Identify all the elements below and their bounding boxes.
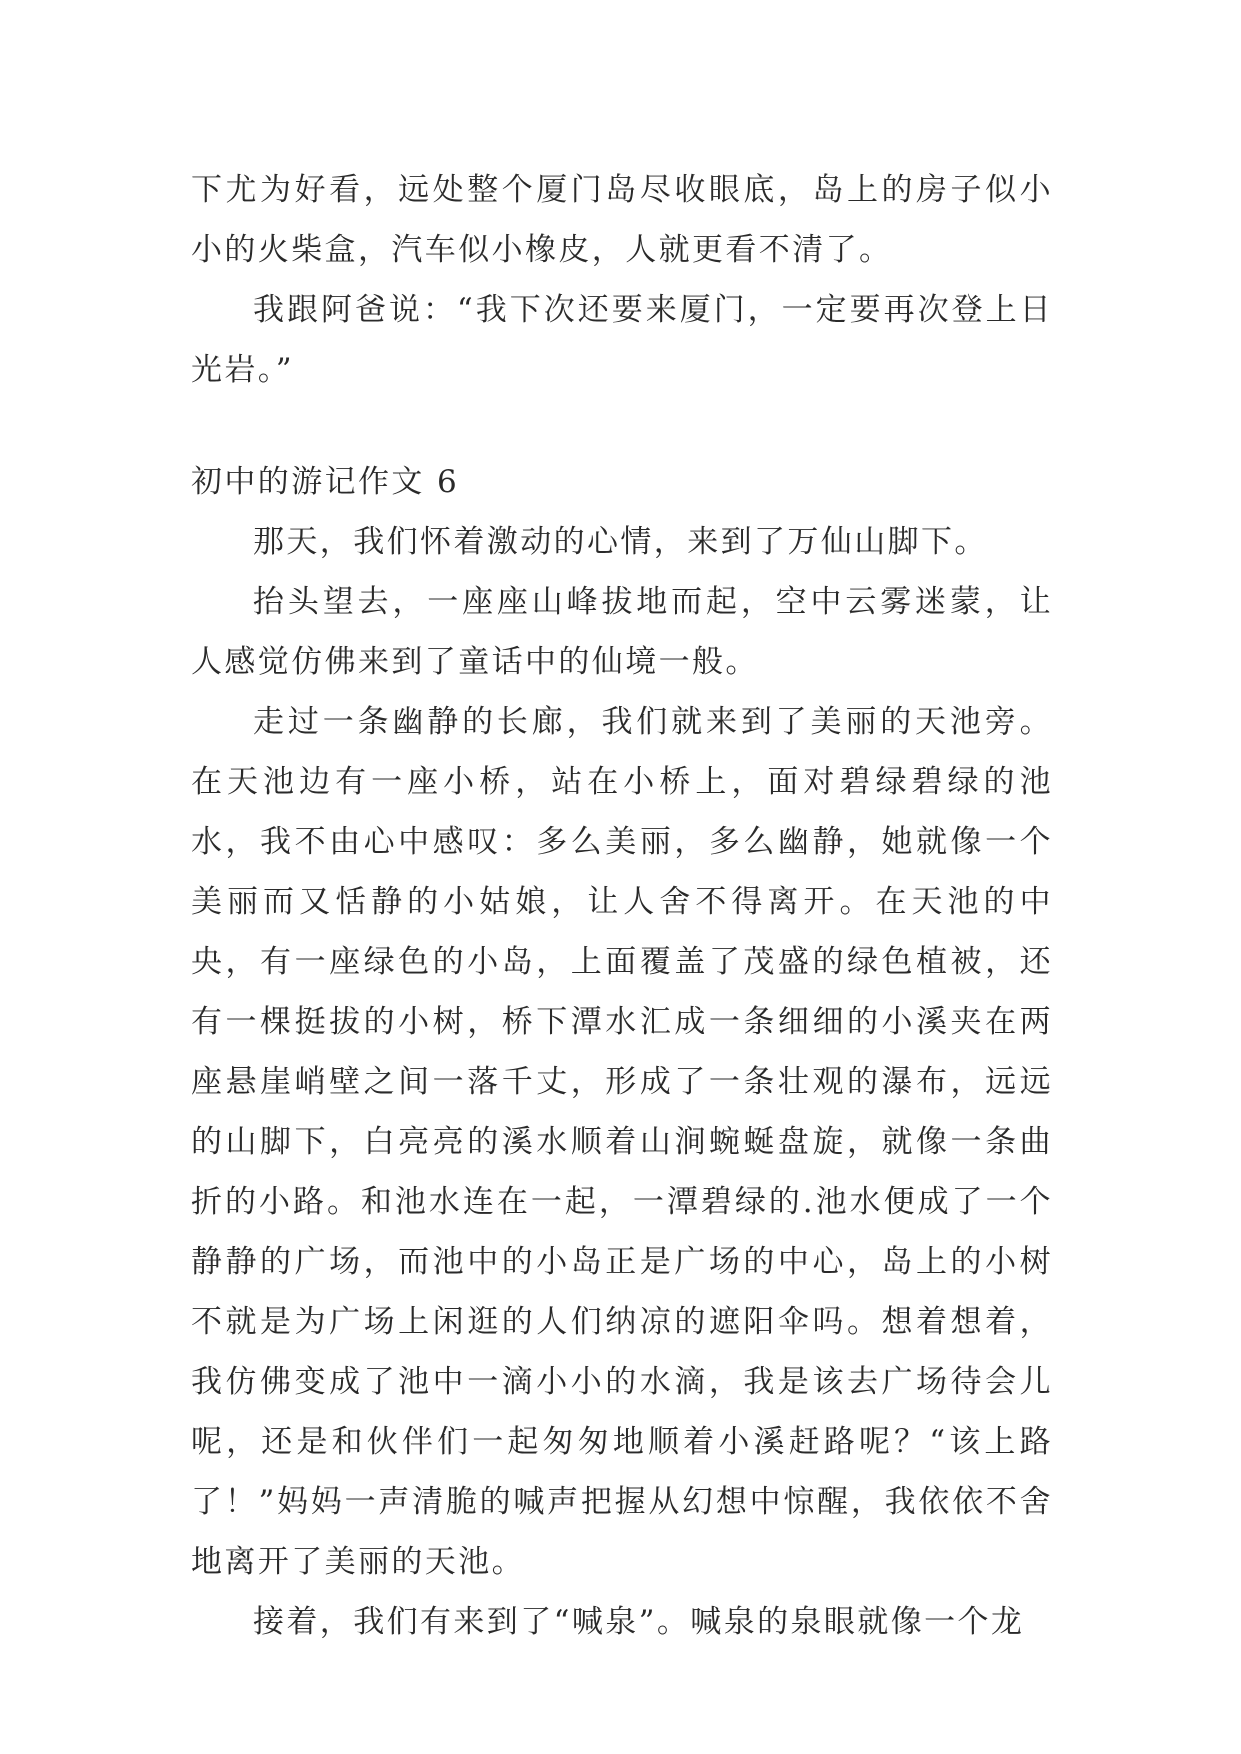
- paragraph: 接着，我们有来到了“喊泉”。喊泉的泉眼就像一个龙: [253, 1604, 1025, 1640]
- paragraph: 抬头望去，一座座山峰拔地而起，空中云雾迷蒙，让人感觉仿佛来到了童话中的仙境一般。: [191, 584, 1053, 680]
- text-block-top: [191, 160, 1053, 400]
- paragraph: 我跟阿爸说：“我下次还要来厦门，一定要再次登上日光岩。”: [191, 292, 1053, 388]
- text-block-bottom: [191, 452, 1053, 1652]
- paragraph-continued: 下尤为好看，远处整个厦门岛尽收眼底，岛上的房子似小小的火柴盒，汽车似小橡皮，人就更看不清了。: [191, 172, 1053, 268]
- paragraph: 那天，我们怀着激动的心情，来到了万仙山脚下。: [253, 524, 988, 560]
- paragraph: 走过一条幽静的长廊，我们就来到了美丽的天池旁。在天池边有一座小桥，站在小桥上，面对碧绿碧绿的池水，我不由心中感叹：多么美丽，多么幽静，她就像一个美丽而又恬静的小姑娘，让人舍不得离开。在天池的中央，有一座绿色的小岛，上面覆盖了茂盛的绿色植被，还有一棵挺拔的小树，桥下潭水汇成一条细细的小溪夹在两座悬崖峭壁之间一落千丈，形成了一条壮观的瀑布，远远的山脚下，白亮亮的溪水顺着山涧蜿蜒盘旋，就像一条曲折的小路。和池水连在一起，一潭碧绿的.池水便成了一个静静的广场，而池中的小岛正是广场的中心，岛上的小树不就是为广场上闲逛的人们纳凉的遮阳伞吗。想着想着，我仿佛变成了池中一滴小小的水滴，我是该去广场待会儿呢，还是和伙伴们一起匆匆地顺着小溪赶路呢？“该上路了！”妈妈一声清脆的喊声把握从幻想中惊醒，我依依不舍地离开了美丽的天池。: [191, 704, 1053, 1580]
- section-heading: 初中的游记作文 6: [191, 464, 460, 500]
